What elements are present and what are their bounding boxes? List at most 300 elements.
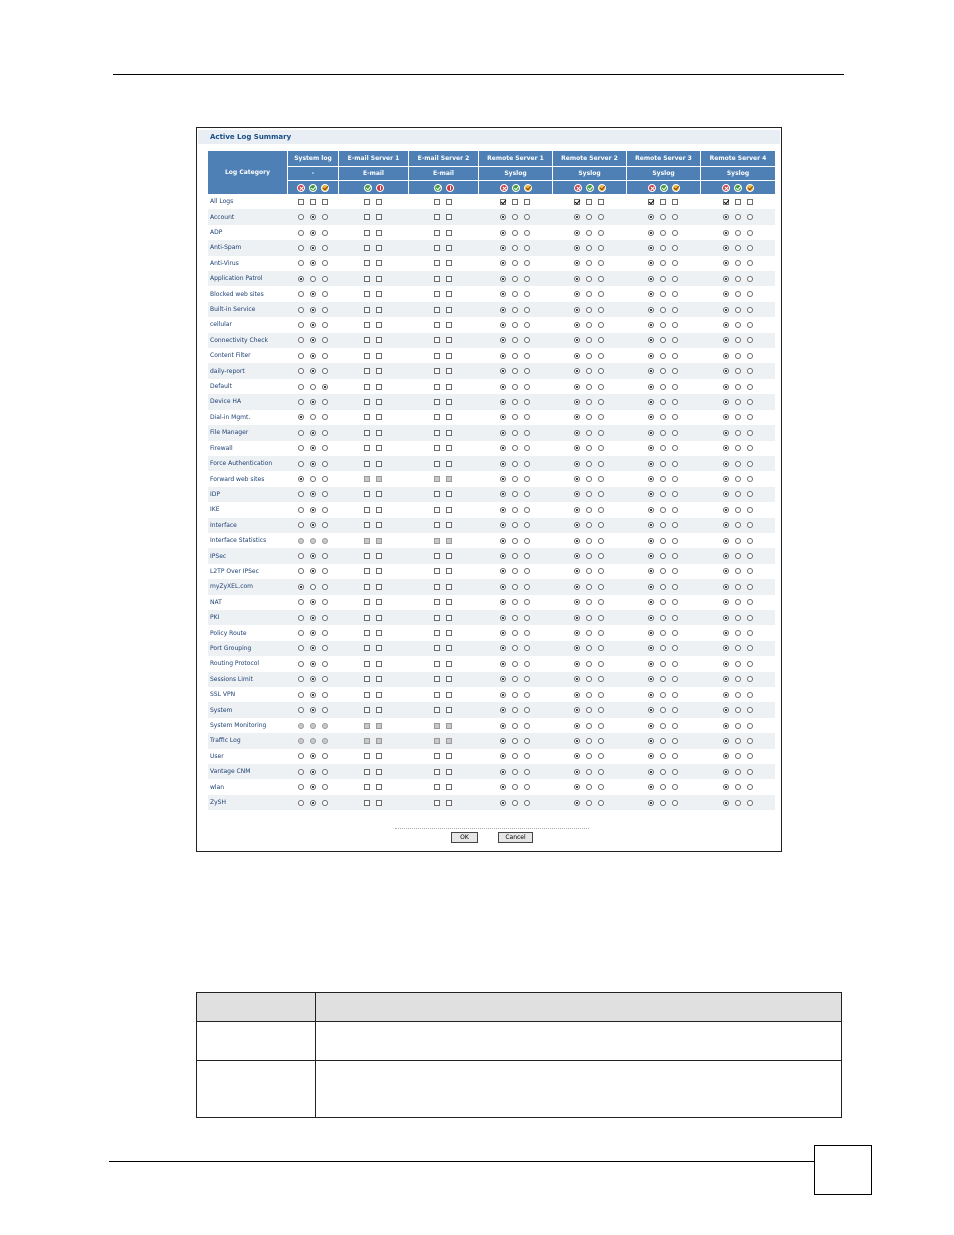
- email-server-checkbox[interactable]: [434, 353, 440, 359]
- remote-server-radio[interactable]: [660, 230, 666, 236]
- remote-server-radio[interactable]: [660, 630, 666, 636]
- remote-server-radio[interactable]: [672, 707, 678, 713]
- remote-server-radio[interactable]: [586, 568, 592, 574]
- remote-server-radio[interactable]: [586, 291, 592, 297]
- email-server-checkbox[interactable]: [434, 414, 440, 420]
- remote-server-radio[interactable]: [512, 291, 518, 297]
- remote-server-radio[interactable]: [512, 599, 518, 605]
- remote-server-radio[interactable]: [723, 538, 729, 544]
- system-log-radio[interactable]: [322, 599, 328, 605]
- email-server-checkbox[interactable]: [376, 707, 382, 713]
- email-server-checkbox[interactable]: [446, 368, 452, 374]
- system-log-radio[interactable]: [322, 553, 328, 559]
- remote-server-radio[interactable]: [574, 337, 580, 343]
- system-log-radio[interactable]: [298, 584, 304, 590]
- x-circle-icon[interactable]: [574, 184, 582, 192]
- remote-server-radio[interactable]: [735, 230, 741, 236]
- remote-server-radio[interactable]: [747, 245, 753, 251]
- system-log-radio[interactable]: [310, 337, 316, 343]
- remote-server-radio[interactable]: [735, 368, 741, 374]
- remote-server-radio[interactable]: [500, 707, 506, 713]
- check-circle-icon[interactable]: [309, 184, 317, 192]
- system-log-radio[interactable]: [310, 445, 316, 451]
- remote-server-radio[interactable]: [574, 491, 580, 497]
- remote-server-radio[interactable]: [672, 538, 678, 544]
- email-server-checkbox[interactable]: [376, 753, 382, 759]
- remote-server-radio[interactable]: [723, 630, 729, 636]
- remote-server-radio[interactable]: [574, 738, 580, 744]
- remote-server-radio[interactable]: [586, 599, 592, 605]
- remote-server-radio[interactable]: [723, 322, 729, 328]
- all-logs-checkbox[interactable]: [364, 199, 370, 205]
- remote-server-radio[interactable]: [598, 291, 604, 297]
- remote-server-radio[interactable]: [500, 599, 506, 605]
- remote-server-radio[interactable]: [648, 353, 654, 359]
- email-server-checkbox[interactable]: [446, 399, 452, 405]
- remote-server-radio[interactable]: [723, 723, 729, 729]
- system-log-radio[interactable]: [298, 399, 304, 405]
- remote-server-radio[interactable]: [500, 692, 506, 698]
- check-circle-icon[interactable]: [586, 184, 594, 192]
- remote-server-radio[interactable]: [512, 414, 518, 420]
- email-server-checkbox[interactable]: [434, 645, 440, 651]
- remote-server-radio[interactable]: [660, 599, 666, 605]
- remote-server-radio[interactable]: [735, 430, 741, 436]
- system-log-radio[interactable]: [322, 584, 328, 590]
- remote-server-radio[interactable]: [735, 584, 741, 590]
- system-log-radio[interactable]: [298, 553, 304, 559]
- remote-server-radio[interactable]: [500, 753, 506, 759]
- email-server-checkbox[interactable]: [364, 661, 370, 667]
- email-server-checkbox[interactable]: [446, 522, 452, 528]
- email-server-checkbox[interactable]: [364, 769, 370, 775]
- remote-server-radio[interactable]: [648, 491, 654, 497]
- remote-server-radio[interactable]: [574, 707, 580, 713]
- remote-server-radio[interactable]: [524, 322, 530, 328]
- system-log-radio[interactable]: [322, 414, 328, 420]
- remote-server-radio[interactable]: [586, 522, 592, 528]
- email-server-checkbox[interactable]: [446, 615, 452, 621]
- system-log-radio[interactable]: [310, 276, 316, 282]
- remote-server-radio[interactable]: [512, 384, 518, 390]
- remote-server-radio[interactable]: [598, 368, 604, 374]
- system-log-radio[interactable]: [310, 568, 316, 574]
- system-log-radio[interactable]: [310, 230, 316, 236]
- remote-server-radio[interactable]: [574, 399, 580, 405]
- remote-server-radio[interactable]: [512, 645, 518, 651]
- remote-server-radio[interactable]: [500, 307, 506, 313]
- email-server-checkbox[interactable]: [434, 769, 440, 775]
- remote-server-radio[interactable]: [524, 769, 530, 775]
- remote-server-radio[interactable]: [512, 230, 518, 236]
- remote-server-radio[interactable]: [660, 584, 666, 590]
- remote-server-radio[interactable]: [660, 645, 666, 651]
- email-server-checkbox[interactable]: [364, 430, 370, 436]
- remote-server-radio[interactable]: [747, 738, 753, 744]
- email-server-checkbox[interactable]: [364, 461, 370, 467]
- remote-server-radio[interactable]: [586, 507, 592, 513]
- email-server-checkbox[interactable]: [434, 322, 440, 328]
- remote-server-radio[interactable]: [586, 445, 592, 451]
- remote-server-radio[interactable]: [648, 784, 654, 790]
- remote-server-radio[interactable]: [586, 692, 592, 698]
- cancel-button[interactable]: Cancel: [498, 832, 533, 843]
- remote-server-radio[interactable]: [672, 645, 678, 651]
- remote-server-radio[interactable]: [524, 384, 530, 390]
- remote-server-radio[interactable]: [586, 769, 592, 775]
- remote-server-radio[interactable]: [524, 368, 530, 374]
- email-server-checkbox[interactable]: [434, 430, 440, 436]
- remote-server-radio[interactable]: [723, 291, 729, 297]
- system-log-radio[interactable]: [298, 769, 304, 775]
- remote-server-radio[interactable]: [500, 260, 506, 266]
- remote-server-radio[interactable]: [723, 800, 729, 806]
- system-log-radio[interactable]: [298, 800, 304, 806]
- system-log-radio[interactable]: [322, 615, 328, 621]
- remote-server-radio[interactable]: [598, 661, 604, 667]
- remote-server-radio[interactable]: [598, 430, 604, 436]
- system-log-radio[interactable]: [310, 399, 316, 405]
- remote-server-radio[interactable]: [735, 414, 741, 420]
- remote-server-radio[interactable]: [747, 368, 753, 374]
- remote-server-radio[interactable]: [723, 599, 729, 605]
- remote-server-radio[interactable]: [598, 599, 604, 605]
- remote-server-radio[interactable]: [574, 368, 580, 374]
- remote-server-radio[interactable]: [735, 384, 741, 390]
- email-server-checkbox[interactable]: [446, 461, 452, 467]
- email-server-checkbox[interactable]: [446, 784, 452, 790]
- system-log-radio[interactable]: [310, 353, 316, 359]
- email-server-checkbox[interactable]: [434, 307, 440, 313]
- remote-server-radio[interactable]: [500, 353, 506, 359]
- email-server-checkbox[interactable]: [364, 353, 370, 359]
- check-circle-icon[interactable]: [660, 184, 668, 192]
- remote-server-radio[interactable]: [586, 337, 592, 343]
- remote-server-radio[interactable]: [747, 291, 753, 297]
- remote-server-radio[interactable]: [512, 260, 518, 266]
- remote-server-radio[interactable]: [586, 430, 592, 436]
- remote-server-radio[interactable]: [648, 599, 654, 605]
- remote-server-radio[interactable]: [574, 384, 580, 390]
- remote-server-radio[interactable]: [574, 445, 580, 451]
- remote-server-radio[interactable]: [524, 599, 530, 605]
- system-log-radio[interactable]: [310, 676, 316, 682]
- email-server-checkbox[interactable]: [364, 307, 370, 313]
- system-log-radio[interactable]: [310, 800, 316, 806]
- remote-server-radio[interactable]: [723, 661, 729, 667]
- email-server-checkbox[interactable]: [446, 645, 452, 651]
- remote-server-radio[interactable]: [524, 461, 530, 467]
- remote-server-radio[interactable]: [586, 784, 592, 790]
- email-server-checkbox[interactable]: [434, 599, 440, 605]
- remote-server-radio[interactable]: [648, 445, 654, 451]
- remote-server-radio[interactable]: [648, 245, 654, 251]
- remote-server-radio[interactable]: [735, 800, 741, 806]
- email-server-checkbox[interactable]: [364, 337, 370, 343]
- remote-server-radio[interactable]: [598, 260, 604, 266]
- remote-server-radio[interactable]: [735, 507, 741, 513]
- remote-server-radio[interactable]: [512, 399, 518, 405]
- remote-server-radio[interactable]: [574, 476, 580, 482]
- remote-server-radio[interactable]: [747, 384, 753, 390]
- remote-server-radio[interactable]: [660, 568, 666, 574]
- email-server-checkbox[interactable]: [434, 291, 440, 297]
- remote-server-radio[interactable]: [672, 399, 678, 405]
- email-server-checkbox[interactable]: [364, 707, 370, 713]
- remote-server-radio[interactable]: [512, 584, 518, 590]
- remote-server-radio[interactable]: [660, 353, 666, 359]
- email-server-checkbox[interactable]: [364, 276, 370, 282]
- remote-server-radio[interactable]: [598, 738, 604, 744]
- email-server-checkbox[interactable]: [376, 491, 382, 497]
- remote-server-radio[interactable]: [598, 800, 604, 806]
- system-log-radio[interactable]: [322, 384, 328, 390]
- remote-server-radio[interactable]: [524, 707, 530, 713]
- remote-server-radio[interactable]: [598, 461, 604, 467]
- remote-server-radio[interactable]: [735, 553, 741, 559]
- remote-server-radio[interactable]: [512, 461, 518, 467]
- remote-server-radio[interactable]: [512, 445, 518, 451]
- email-server-checkbox[interactable]: [434, 676, 440, 682]
- remote-server-radio[interactable]: [723, 368, 729, 374]
- email-server-checkbox[interactable]: [434, 692, 440, 698]
- remote-server-radio[interactable]: [598, 445, 604, 451]
- email-server-checkbox[interactable]: [434, 230, 440, 236]
- all-logs-checkbox[interactable]: [310, 199, 316, 205]
- remote-server-radio[interactable]: [723, 353, 729, 359]
- system-log-radio[interactable]: [298, 353, 304, 359]
- remote-server-radio[interactable]: [723, 738, 729, 744]
- email-server-checkbox[interactable]: [434, 245, 440, 251]
- remote-server-radio[interactable]: [500, 445, 506, 451]
- remote-server-radio[interactable]: [735, 723, 741, 729]
- system-log-radio[interactable]: [322, 445, 328, 451]
- email-server-checkbox[interactable]: [434, 337, 440, 343]
- email-server-checkbox[interactable]: [434, 399, 440, 405]
- system-log-radio[interactable]: [322, 753, 328, 759]
- remote-server-radio[interactable]: [512, 661, 518, 667]
- email-server-checkbox[interactable]: [376, 368, 382, 374]
- remote-server-radio[interactable]: [598, 399, 604, 405]
- remote-server-radio[interactable]: [747, 399, 753, 405]
- remote-server-radio[interactable]: [672, 553, 678, 559]
- remote-server-radio[interactable]: [735, 692, 741, 698]
- remote-server-radio[interactable]: [723, 568, 729, 574]
- all-logs-checkbox[interactable]: [524, 199, 530, 205]
- remote-server-radio[interactable]: [672, 491, 678, 497]
- system-log-radio[interactable]: [310, 476, 316, 482]
- system-log-radio[interactable]: [298, 214, 304, 220]
- remote-server-radio[interactable]: [574, 584, 580, 590]
- email-server-checkbox[interactable]: [434, 661, 440, 667]
- remote-server-radio[interactable]: [660, 214, 666, 220]
- remote-server-radio[interactable]: [672, 753, 678, 759]
- system-log-radio[interactable]: [322, 276, 328, 282]
- system-log-radio[interactable]: [310, 630, 316, 636]
- remote-server-radio[interactable]: [512, 476, 518, 482]
- remote-server-radio[interactable]: [586, 214, 592, 220]
- remote-server-radio[interactable]: [524, 230, 530, 236]
- remote-server-radio[interactable]: [500, 538, 506, 544]
- remote-server-radio[interactable]: [598, 723, 604, 729]
- remote-server-radio[interactable]: [747, 307, 753, 313]
- remote-server-radio[interactable]: [512, 676, 518, 682]
- remote-server-radio[interactable]: [723, 214, 729, 220]
- remote-server-radio[interactable]: [586, 615, 592, 621]
- check-circle-icon[interactable]: [364, 184, 372, 192]
- system-log-radio[interactable]: [322, 245, 328, 251]
- email-server-checkbox[interactable]: [376, 692, 382, 698]
- remote-server-radio[interactable]: [672, 769, 678, 775]
- email-server-checkbox[interactable]: [376, 322, 382, 328]
- warn-circle-icon[interactable]: [598, 184, 606, 192]
- system-log-radio[interactable]: [298, 491, 304, 497]
- remote-server-radio[interactable]: [648, 707, 654, 713]
- remote-server-radio[interactable]: [747, 337, 753, 343]
- all-logs-checkbox[interactable]: [723, 199, 729, 205]
- remote-server-radio[interactable]: [500, 368, 506, 374]
- remote-server-radio[interactable]: [747, 553, 753, 559]
- email-server-checkbox[interactable]: [364, 507, 370, 513]
- email-server-checkbox[interactable]: [364, 445, 370, 451]
- remote-server-radio[interactable]: [747, 692, 753, 698]
- remote-server-radio[interactable]: [586, 399, 592, 405]
- remote-server-radio[interactable]: [524, 615, 530, 621]
- remote-server-radio[interactable]: [500, 738, 506, 744]
- remote-server-radio[interactable]: [586, 738, 592, 744]
- system-log-radio[interactable]: [298, 291, 304, 297]
- remote-server-radio[interactable]: [500, 522, 506, 528]
- remote-server-radio[interactable]: [672, 430, 678, 436]
- system-log-radio[interactable]: [310, 584, 316, 590]
- email-server-checkbox[interactable]: [434, 553, 440, 559]
- remote-server-radio[interactable]: [660, 399, 666, 405]
- email-server-checkbox[interactable]: [446, 245, 452, 251]
- system-log-radio[interactable]: [322, 769, 328, 775]
- email-server-checkbox[interactable]: [446, 430, 452, 436]
- system-log-radio[interactable]: [322, 661, 328, 667]
- system-log-radio[interactable]: [298, 245, 304, 251]
- remote-server-radio[interactable]: [648, 461, 654, 467]
- email-server-checkbox[interactable]: [434, 384, 440, 390]
- check-circle-icon[interactable]: [734, 184, 742, 192]
- remote-server-radio[interactable]: [524, 522, 530, 528]
- system-log-radio[interactable]: [322, 368, 328, 374]
- remote-server-radio[interactable]: [586, 723, 592, 729]
- remote-server-radio[interactable]: [672, 723, 678, 729]
- email-server-checkbox[interactable]: [376, 430, 382, 436]
- email-server-checkbox[interactable]: [446, 676, 452, 682]
- remote-server-radio[interactable]: [598, 645, 604, 651]
- remote-server-radio[interactable]: [500, 322, 506, 328]
- remote-server-radio[interactable]: [524, 553, 530, 559]
- check-circle-icon[interactable]: [512, 184, 520, 192]
- system-log-radio[interactable]: [310, 615, 316, 621]
- email-server-checkbox[interactable]: [434, 800, 440, 806]
- remote-server-radio[interactable]: [586, 661, 592, 667]
- remote-server-radio[interactable]: [500, 645, 506, 651]
- remote-server-radio[interactable]: [524, 260, 530, 266]
- remote-server-radio[interactable]: [735, 568, 741, 574]
- system-log-radio[interactable]: [298, 260, 304, 266]
- remote-server-radio[interactable]: [723, 337, 729, 343]
- remote-server-radio[interactable]: [735, 769, 741, 775]
- remote-server-radio[interactable]: [648, 214, 654, 220]
- remote-server-radio[interactable]: [524, 291, 530, 297]
- remote-server-radio[interactable]: [723, 522, 729, 528]
- remote-server-radio[interactable]: [524, 692, 530, 698]
- remote-server-radio[interactable]: [747, 230, 753, 236]
- system-log-radio[interactable]: [322, 291, 328, 297]
- remote-server-radio[interactable]: [672, 630, 678, 636]
- remote-server-radio[interactable]: [660, 769, 666, 775]
- remote-server-radio[interactable]: [598, 322, 604, 328]
- remote-server-radio[interactable]: [524, 568, 530, 574]
- check-circle-icon[interactable]: [434, 184, 442, 192]
- remote-server-radio[interactable]: [512, 353, 518, 359]
- all-logs-checkbox[interactable]: [735, 199, 741, 205]
- remote-server-radio[interactable]: [574, 260, 580, 266]
- remote-server-radio[interactable]: [747, 491, 753, 497]
- email-server-checkbox[interactable]: [446, 753, 452, 759]
- remote-server-radio[interactable]: [512, 368, 518, 374]
- remote-server-radio[interactable]: [512, 337, 518, 343]
- remote-server-radio[interactable]: [747, 507, 753, 513]
- remote-server-radio[interactable]: [660, 476, 666, 482]
- remote-server-radio[interactable]: [586, 322, 592, 328]
- remote-server-radio[interactable]: [648, 584, 654, 590]
- email-server-checkbox[interactable]: [364, 568, 370, 574]
- email-server-checkbox[interactable]: [376, 661, 382, 667]
- email-server-checkbox[interactable]: [446, 260, 452, 266]
- remote-server-radio[interactable]: [524, 800, 530, 806]
- remote-server-radio[interactable]: [524, 445, 530, 451]
- all-logs-checkbox[interactable]: [298, 199, 304, 205]
- email-server-checkbox[interactable]: [364, 553, 370, 559]
- remote-server-radio[interactable]: [660, 615, 666, 621]
- remote-server-radio[interactable]: [586, 676, 592, 682]
- x-circle-icon[interactable]: [648, 184, 656, 192]
- system-log-radio[interactable]: [298, 645, 304, 651]
- remote-server-radio[interactable]: [747, 676, 753, 682]
- remote-server-radio[interactable]: [660, 307, 666, 313]
- all-logs-checkbox[interactable]: [434, 199, 440, 205]
- remote-server-radio[interactable]: [598, 384, 604, 390]
- remote-server-radio[interactable]: [660, 800, 666, 806]
- system-log-radio[interactable]: [310, 245, 316, 251]
- remote-server-radio[interactable]: [648, 661, 654, 667]
- remote-server-radio[interactable]: [512, 538, 518, 544]
- remote-server-radio[interactable]: [735, 615, 741, 621]
- remote-server-radio[interactable]: [574, 430, 580, 436]
- system-log-radio[interactable]: [310, 491, 316, 497]
- remote-server-radio[interactable]: [524, 723, 530, 729]
- system-log-radio[interactable]: [310, 291, 316, 297]
- remote-server-radio[interactable]: [660, 430, 666, 436]
- email-server-checkbox[interactable]: [446, 414, 452, 420]
- all-logs-checkbox[interactable]: [446, 199, 452, 205]
- warn-circle-icon[interactable]: [321, 184, 329, 192]
- remote-server-radio[interactable]: [586, 553, 592, 559]
- remote-server-radio[interactable]: [598, 630, 604, 636]
- remote-server-radio[interactable]: [574, 676, 580, 682]
- remote-server-radio[interactable]: [500, 399, 506, 405]
- email-server-checkbox[interactable]: [376, 276, 382, 282]
- remote-server-radio[interactable]: [598, 353, 604, 359]
- remote-server-radio[interactable]: [672, 507, 678, 513]
- remote-server-radio[interactable]: [672, 784, 678, 790]
- email-server-checkbox[interactable]: [434, 753, 440, 759]
